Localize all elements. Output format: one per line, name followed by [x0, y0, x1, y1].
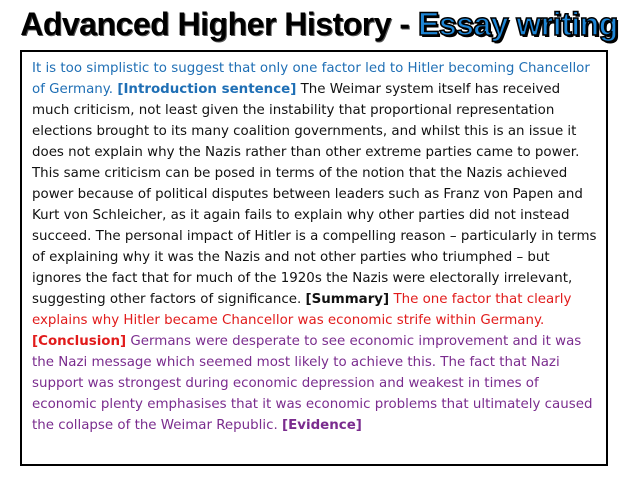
- essay-box: [20, 50, 608, 466]
- slide-title: [0, 4, 638, 44]
- essay-paragraph: [32, 58, 600, 436]
- evidence-text: Germans were desperate to see economic improvement and it was the Nazi message which seemed most likely to achieve this. The fact that Nazi support was strongest during economic depression and weakest in times of economic plenty emphasises that it was economic problems that ultimately caused the collapse of the Weimar Republic.: [32, 334, 593, 433]
- introduction-sentence: It is too simplistic to suggest that only one factor led to Hitler becoming Chancellor of Germany.: [32, 61, 590, 97]
- introduction-tag: [Introduction sentence]: [117, 82, 297, 97]
- evidence-tag: [Evidence]: [281, 418, 362, 433]
- summary-tag: [Summary]: [305, 292, 390, 307]
- conclusion-tag: [Conclusion]: [32, 334, 127, 349]
- title-main: Advanced Higher History -: [20, 6, 418, 42]
- summary-body: The Weimar system itself has received much criticism, not least given the instability that proportional representation elections brought to its many coalition governments, and whilst this is an issue it does not explain why the Nazis rather than other extreme parties came to power. This same criticism can be posed in terms of the notion that the Nazis achieved power because of political disputes between leaders such as Franz von Papen and Kurt von Schleicher, as it again fails to explain why other parties did not instead succeed. The personal impact of Hitler is a compelling reason – particularly in terms of explaining why it was the Nazis and not other parties who triumphed – but ignores the fact that for much of the 1920s the Nazis were electorally irrelevant, suggesting other factors of significance.: [32, 82, 597, 307]
- conclusion-sentence: The one factor that clearly explains why Hitler became Chancellor was economic strife within Germany.: [32, 292, 572, 328]
- title-accent: Essay writing: [417, 6, 618, 42]
